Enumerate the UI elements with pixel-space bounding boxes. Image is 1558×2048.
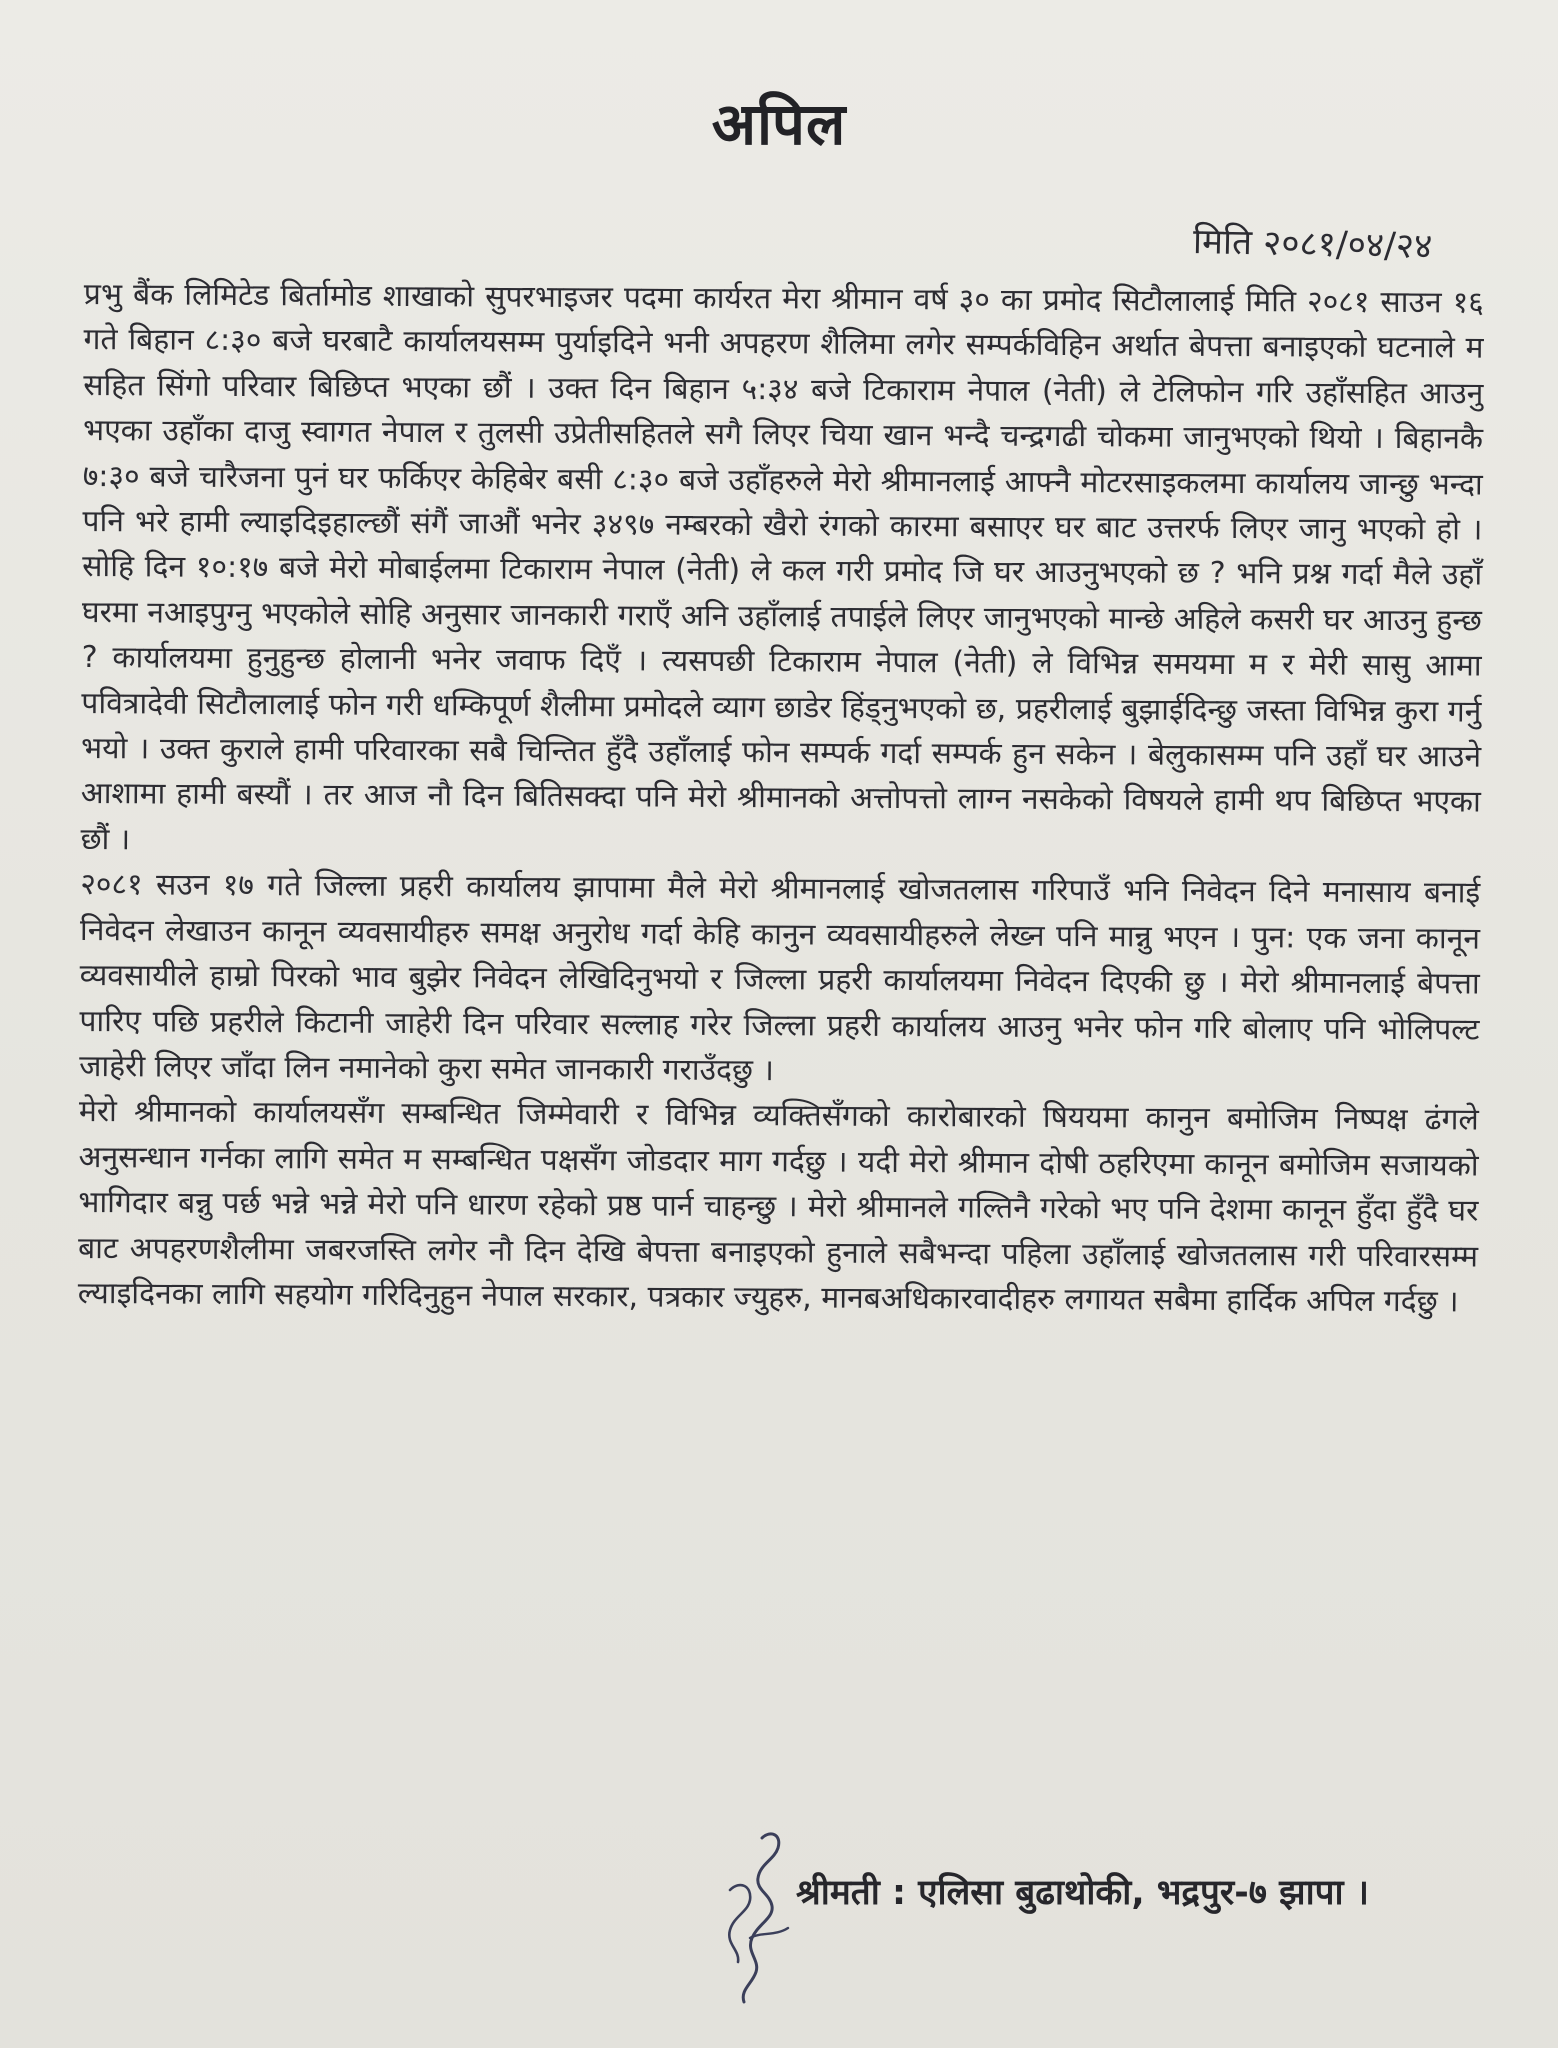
- signatory-line: श्रीमती : एलिसा बुढाथोकी, भद्रपुर-७ झापा ।: [796, 1873, 1370, 1913]
- letter-paragraph: प्रभु बैंक लिमिटेड बिर्तामोड शाखाको सुपरभाइजर पदमा कार्यरत मेरा श्रीमान वर्ष ३० का प्रमोद सिटौलालाई मिति २०८१ साउन १६ गते बिहान ८:३० बजे घरबाटै कार्यालयसम्म पुर्याइदिने भनी अपहरण शैलिमा लगेर सम्पर्कविहिन अर्थात बेपत्ता बनाइएको घटनाले म सहित सिंगो परिवार बिछिप्त भएका छौं । उक्त दिन बिहान ५:३४ बजे टिकाराम नेपाल (नेती) ले टेलिफोन गरि उहाँसहित आउनु भएका उहाँका दाजु स्वागत नेपाल र तुलसी उप्रेतीसहितले सगै लिएर चिया खान भन्दै चन्द्रगढी चोकमा जानुभएको थियो । बिहानकै ७:३० बजे चारैजना पुनं घर फर्किएर केहिबेर बसी ८:३० बजे उहाँहरुले मेरो श्रीमानलाई आफ्नै मोटरसाइकलमा कार्यालय जान्छु भन्दा पनि भरे हामी ल्याइदिइहाल्छौं संगैं जाऔं भनेर ३४९७ नम्बरको खैरो रंगको कारमा बसाएर घर बाट उत्तरर्फ लिएर जानु भएको हो । सोहि दिन १०:१७ बजे मेरो मोबाईलमा टिकाराम नेपाल (नेती) ले कल गरी प्रमोद जि घर आउनुभएको छ ? भनि प्रश्न गर्दा मैले उहाँ घरमा नआइपुग्नु भएकोले सोहि अनुसार जानकारी गराएँ अनि उहाँलाई तपाईले लिएर जानुभएको मान्छे अहिले कसरी घर आउनु हुन्छ ? कार्यालयमा हुनुहुन्छ होलानी भनेर जवाफ दिएँ । त्यसपछी टिकाराम नेपाल (नेती) ले विभिन्न समयमा म र मेरी सासु आमा पवित्रादेवी सिटौलालाई फोन गरी धम्किपूर्ण शैलीमा प्रमोदले व्याग छाडेर हिंड्नुभएको छ, प्रहरीलाई बुझाईदिन्छु जस्ता विभिन्न कुरा गर्नु भयो । उक्त कुराले हामी परिवारका सबै चिन्तित हुँदै उहाँलाई फोन सम्पर्क गर्दा सम्पर्क हुन सकेन । बेलुकासम्म पनि उहाँ घर आउने आशामा हामी बस्यौं । तर आज नौ दिन बितिसक्दा पनि मेरो श्रीमानको अत्तोपत्तो लाग्न नसकेको विषयले हामी थप बिछिप्त भएका छौं ।: [80, 276, 1484, 858]
- letter-title: अपिल: [711, 90, 847, 158]
- handwritten-signature: [700, 1820, 810, 2010]
- letter-paragraph: मेरो श्रीमानको कार्यालयसँग सम्बन्धित जिम्मेवारी र विभिन्न व्यक्तिसँगको कारोबारको षिययमा कानुन बमोजिम निष्पक्ष ढंगले अनुसन्धान गर्नका लागि समेत म सम्बन्धित पक्षसँग जोडदार माग गर्दछु । यदी मेरो श्रीमान दोषी ठहरिएमा कानून बमोजिम सजायको भागिदार बन्नु पर्छ भन्ने भन्ने मेरो पनि धारण रहेको प्रष्ठ पार्न चाहन्छु । मेरो श्रीमानले गल्तिनै गरेको भए पनि देशमा कानून हुँदा हुँदै घर बाट अपहरणशैलीमा जबरजस्ति लगेर नौ दिन देखि बेपत्ता बनाइएको हुनाले सबैभन्दा पहिला उहाँलाई खोजतलास गरी परिवारसम्म ल्याइदिनका लागि सहयोग गरिदिनुहुन नेपाल सरकार, पत्रकार ज्युहरु, मानबअधिकारवादीहरु लगायत सबैमा हार्दिक अपिल गर्दछु ।: [77, 1094, 1479, 1320]
- letter-body: [78, 272, 1484, 1325]
- letter-date: मिति २०८१/०४/२४: [1192, 221, 1433, 267]
- letter-paragraph: २०८१ सउन १७ गते जिल्ला प्रहरी कार्यालय झापामा मैले मेरो श्रीमानलाई खोजतलास गरिपाउँ भनि निवेदन दिने मनासाय बनाई निवेदन लेखाउन कानून व्यवसायीहरु समक्ष अनुरोध गर्दा केहि कानुन व्यवसायीहरुले लेख्न पनि मान्नु भएन । पुन: एक जना कानून व्यवसायीले हाम्रो पिरको भाव बुझेर निवेदन लेखिदिनुभयो र जिल्ला प्रहरी कार्यालयमा निवेदन दिएकी छु । मेरो श्रीमानलाई बेपत्ता पारिए पछि प्रहरीले किटानी जाहेरी दिन परिवार सल्लाह गरेर जिल्ला प्रहरी कार्यालय आउनु भनेर फोन गरि बोलाए पनि भोलिपल्ट जाहेरी लिएर जाँदा लिन नमानेको कुरा समेत जानकारी गराउँदछु ।: [79, 867, 1481, 1089]
